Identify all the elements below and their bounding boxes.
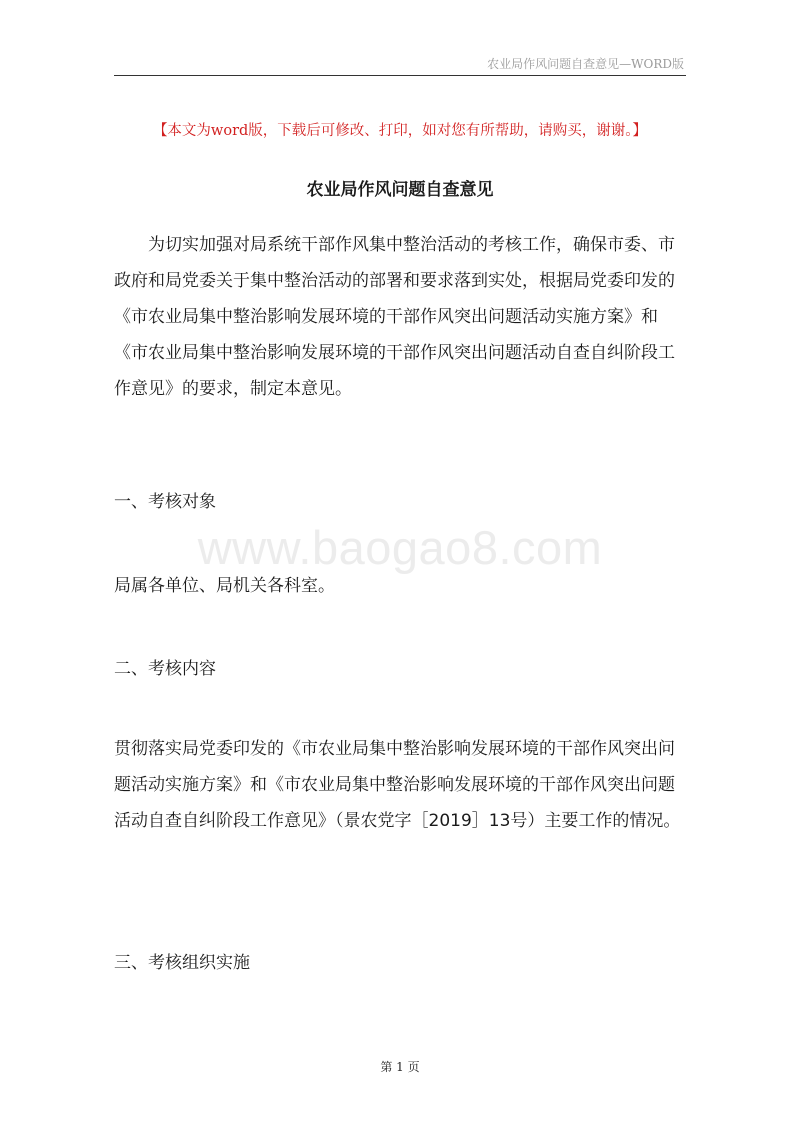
header-divider	[114, 75, 686, 76]
section-heading-2: 二、考核内容	[114, 659, 216, 679]
section-heading-3: 三、考核组织实施	[114, 953, 250, 973]
purchase-notice: 【本文为word版，下载后可修改、打印，如对您有所帮助，请购买，谢谢。】	[152, 123, 648, 139]
section-heading-1: 一、考核对象	[114, 492, 216, 512]
intro-paragraph: 为切实加强对局系统干部作风集中整治活动的考核工作，确保市委、市政府和局党委关于集中整治活动的部署和要求落到实处，根据局党委印发的《市农业局集中整治影响发展环境的干部作风突出问题活动实施方案》和《市农业局集中整治影响发展环境的干部作风突出问题活动自查自纠阶段工作意见》的要求，制定本意见。	[114, 235, 675, 399]
page-number: 第 1 页	[380, 1060, 420, 1074]
running-header: 农业局作风问题自查意见—WORD版	[487, 57, 684, 71]
section-body-1: 局属各单位、局机关各科室。	[114, 576, 335, 596]
document-title: 农业局作风问题自查意见	[306, 180, 494, 200]
watermark: www.baogao8.com	[197, 521, 603, 574]
section-body-2: 贯彻落实局党委印发的《市农业局集中整治影响发展环境的干部作风突出问题活动实施方案》和《市农业局集中整治影响发展环境的干部作风突出问题活动自查自纠阶段工作意见》（景农党字［2019］13号）主要工作的情况。	[114, 739, 681, 831]
